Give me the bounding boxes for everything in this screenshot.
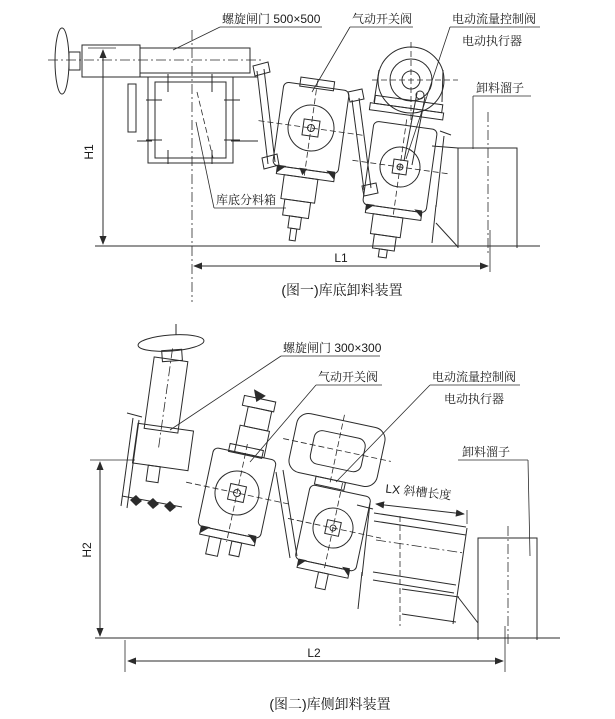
label-pneumatic-valve: 气动开关阀 <box>352 12 413 26</box>
figure2-silo-side-discharge <box>0 310 615 719</box>
pneumatic-valve-body <box>172 379 310 568</box>
flange-mid <box>276 470 297 558</box>
dim-lx-label: LX 斜槽长度 <box>384 481 452 503</box>
dimension-l2 <box>125 626 505 672</box>
figure1-silo-bottom-discharge <box>0 0 615 310</box>
pneumatic-valve-body <box>243 72 371 248</box>
distribution-box <box>128 74 258 164</box>
flange-mid <box>348 89 378 196</box>
label-distribution-box: 库底分料箱 <box>216 193 277 207</box>
label-discharge-chute: 卸料溜子 <box>476 81 525 95</box>
handwheel <box>138 324 205 362</box>
figure1-caption: (图一)库底卸料装置 <box>281 282 403 298</box>
figure2-drawing <box>0 310 615 719</box>
label-electric-actuator: 电动执行器 <box>462 34 523 48</box>
handwheel <box>55 28 80 94</box>
centerlines <box>48 30 488 302</box>
inclined-chute <box>357 503 478 626</box>
dim-l2-label: L2 <box>307 646 321 660</box>
electric-actuator <box>275 403 398 498</box>
gate-valve-body <box>130 423 193 486</box>
label-flow-control-valve: 电动流量控制阀 <box>452 12 537 26</box>
label-pneumatic-valve: 气动开关阀 <box>318 370 379 384</box>
callouts <box>173 11 540 208</box>
discharge-chute-box <box>468 526 537 644</box>
flange-left <box>253 62 279 169</box>
label-electric-actuator: 电动执行器 <box>444 392 505 406</box>
figure2-caption: (图二)库侧卸料装置 <box>269 696 391 712</box>
dim-h2-label: H2 <box>80 542 94 558</box>
dim-l1-label: L1 <box>334 251 348 265</box>
dimension-lx <box>376 481 467 524</box>
label-flow-control-valve: 电动流量控制阀 <box>432 370 517 384</box>
callouts <box>170 340 530 556</box>
spiral-gate-duct <box>82 45 258 77</box>
label-spiral-gate: 螺旋闸门 300×300 <box>283 341 382 355</box>
discharge-chute-box <box>432 131 517 248</box>
figure1-drawing <box>0 0 615 310</box>
dimension-l1 <box>194 230 490 272</box>
dimension-h2 <box>80 460 135 636</box>
dim-h1-label: H1 <box>82 144 96 160</box>
label-spiral-gate: 螺旋闸门 500×500 <box>222 12 321 26</box>
label-discharge-chute: 卸料溜子 <box>462 445 511 459</box>
